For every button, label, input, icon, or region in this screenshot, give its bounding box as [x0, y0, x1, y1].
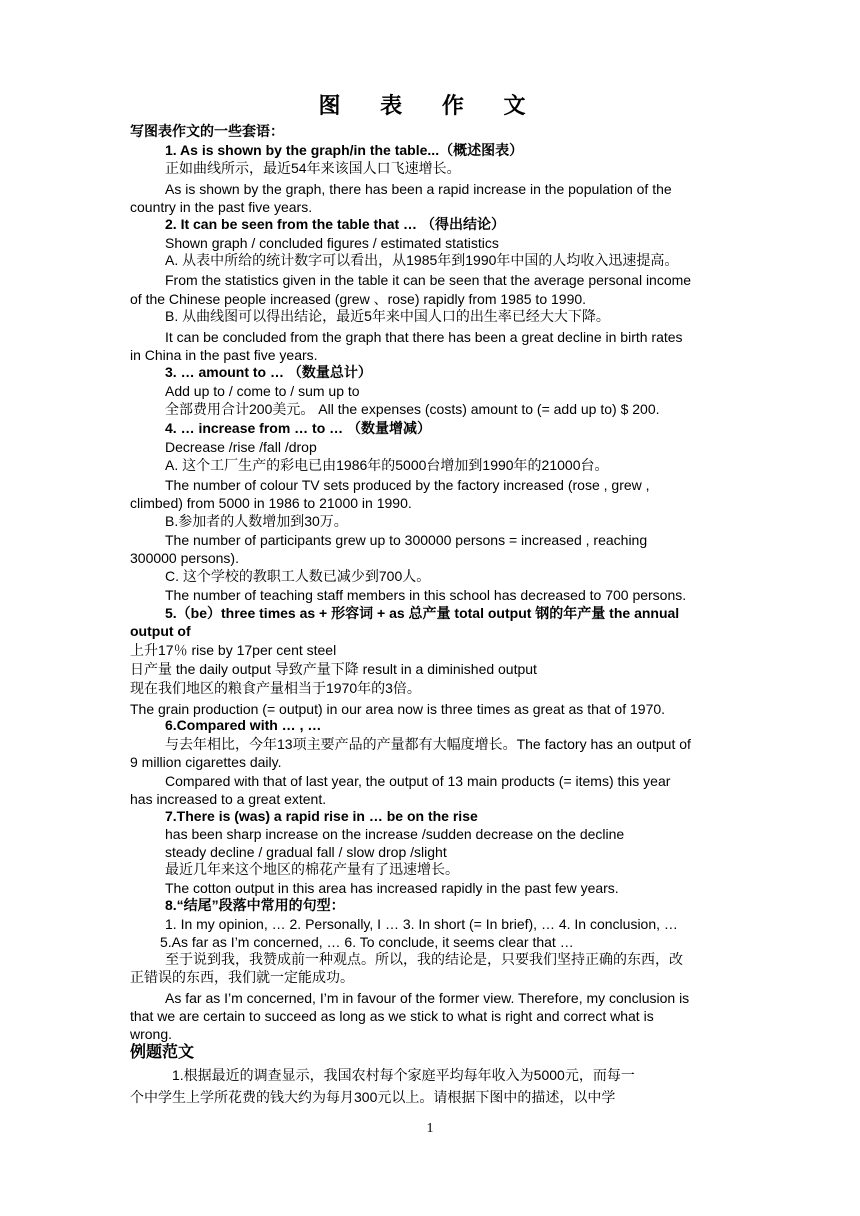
text-line: 5.As far as I’m concerned, … 6. To conclude, it seems clear that …	[160, 934, 574, 950]
text-line: The number of participants grew up to 300000 persons = increased , reaching	[165, 532, 648, 548]
heading-line: 4. … increase from … to … （数量增减）	[165, 420, 432, 436]
text-line: has increased to a great extent.	[130, 791, 327, 807]
heading-line: 7.There is (was) a rapid rise in … be on the rise	[165, 808, 478, 824]
text-line: The grain production (= output) in our area now is three times as great as that of 1970.	[130, 701, 666, 717]
text-line: The cotton output in this area has increased rapidly in the past few years.	[165, 880, 619, 896]
text-line: The number of colour TV sets produced by the factory increased (rose , grew ,	[165, 477, 650, 493]
text-line: Compared with that of last year, the output of 13 main products (= items) this year	[165, 773, 671, 789]
page-title: 图 表 作 文	[318, 93, 542, 119]
text-line: 正如曲线所示，最近54年来该国人口飞速增长。	[165, 160, 461, 176]
text-line: Shown graph / concluded figures / estimated statistics	[165, 235, 499, 251]
text-line: 最近几年来这个地区的棉花产量有了迅速增长。	[165, 861, 459, 877]
text-line: As is shown by the graph, there has been a rapid increase in the population of the	[165, 181, 672, 197]
heading-line: 6.Compared with … , …	[165, 717, 322, 733]
section-heading: 例题范文	[130, 1044, 195, 1061]
text-line: 日产量 the daily output 导致产量下降 result in a diminished output	[130, 661, 537, 677]
heading-line: output of	[130, 623, 191, 639]
text-line: 全部费用合计200美元。 All the expenses (costs) amount to (= add up to) $ 200.	[165, 401, 660, 417]
page-number: 1	[426, 1121, 434, 1136]
text-line: 现在我们地区的粮食产量相当于1970年的3倍。	[130, 680, 421, 696]
heading-line: 5.（be）three times as + 形容词 + as 总产量 total output 钢的年产量 the annual	[165, 605, 680, 621]
text-line: As far as I’m concerned, I’m in favour of the former view. Therefore, my conclusion is	[165, 990, 690, 1006]
text-line: 1.根据最近的调查显示，我国农村每个家庭平均每年收入为5000元，而每一	[172, 1067, 635, 1083]
heading-line: 1. As is shown by the graph/in the table...（概述图表）	[165, 142, 524, 158]
text-line: 1. In my opinion, … 2. Personally, I … 3. In short (= In brief), … 4. In conclusion, …	[165, 916, 678, 932]
heading-line: 写图表作文的一些套语：	[130, 123, 284, 139]
text-line: It can be concluded from the graph that there has been a great decline in birth rates	[165, 329, 683, 345]
text-line: 300000 persons).	[130, 550, 239, 566]
text-line: 9 million cigarettes daily.	[130, 754, 282, 770]
text-line: The number of teaching staff members in this school has decreased to 700 persons.	[165, 587, 687, 603]
heading-line: 3. … amount to … （数量总计）	[165, 364, 372, 380]
text-line: Add up to / come to / sum up to	[165, 383, 360, 399]
text-line: 与去年相比，今年13项主要产品的产量都有大幅度增长。The factory has an output of	[165, 736, 691, 752]
text-line: in China in the past five years.	[130, 347, 318, 363]
text-line: that we are certain to succeed as long as we stick to what is right and correct what is	[130, 1008, 654, 1024]
text-line: 上升17％ rise by 17per cent steel	[130, 642, 337, 658]
text-line: A. 从表中所给的统计数字可以看出，从1985年到1990年中国的人均收入迅速提高。	[165, 252, 679, 268]
text-line: B. 从曲线图可以得出结论，最近5年来中国人口的出生率已经大大下降。	[165, 308, 610, 324]
heading-line: 8.“结尾”段落中常用的句型：	[165, 897, 345, 913]
text-line: 至于说到我，我赞成前一种观点。所以，我的结论是，只要我们坚持正确的东西，改	[165, 951, 683, 967]
heading-line: 2. It can be seen from the table that … （得出结论）	[165, 216, 505, 232]
text-line: 正错误的东西，我们就一定能成功。	[130, 969, 354, 985]
text-line: B.参加者的人数增加到30万。	[165, 513, 348, 529]
text-line: steady decline / gradual fall / slow drop /slight	[165, 844, 447, 860]
text-line: From the statistics given in the table it can be seen that the average personal income	[165, 272, 692, 288]
text-line: Decrease /rise /fall /drop	[165, 439, 317, 455]
text-line: country in the past five years.	[130, 199, 313, 215]
text-line: 个中学生上学所花费的钱大约为每月300元以上。请根据下图中的描述，以中学	[130, 1089, 616, 1105]
text-line: C. 这个学校的教职工人数已减少到700人。	[165, 568, 431, 584]
text-line: of the Chinese people increased (grew 、rose) rapidly from 1985 to 1990.	[130, 291, 587, 307]
text-line: has been sharp increase on the increase /sudden decrease on the decline	[165, 826, 625, 842]
text-line: A. 这个工厂生产的彩电已由1986年的5000台增加到1990年的21000台。	[165, 457, 609, 473]
text-line: wrong.	[130, 1026, 173, 1042]
text-line: climbed) from 5000 in 1986 to 21000 in 1990.	[130, 495, 412, 511]
